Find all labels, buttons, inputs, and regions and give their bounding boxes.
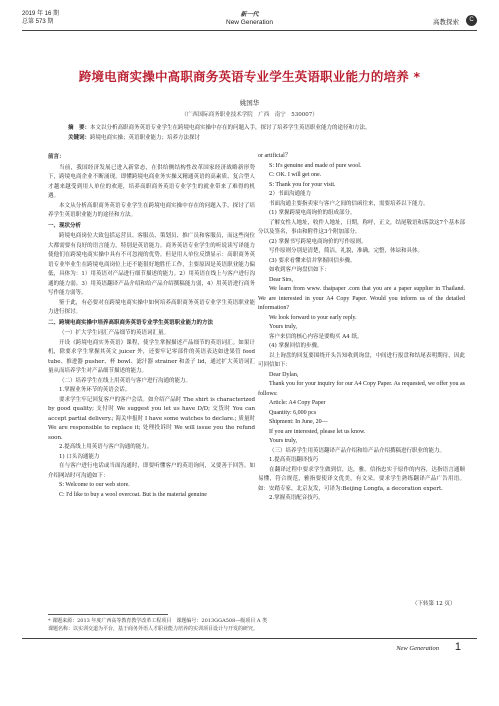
dialogue-line: or artificial？ [258,153,291,159]
letter-line: If you are interested, please let us know. [269,428,366,435]
footnote-line: 课题名称：以实训交道为平台，基于商务外语人才职业能力培养的实训项目设计与开发的研究。 [48,626,259,632]
keywords [68,134,438,143]
paragraph: 1.提高英语翻译技巧 [269,457,319,463]
subsection-heading: （二）培养学生在线上用英语与客户进行沟通的能力。 [59,377,192,384]
keywords-label: 关键词： [68,135,91,141]
subsection-heading: （一）扩大学生词汇产品细节的英语词汇量。 [59,330,170,336]
paragraph: 开设《跨境电商实务英语》课程，使学生掌握描述产品细节的英语词汇。如果计机，除要求学生掌握其英文 juicer 外，还要牢记零部件的英语表达如进果管 feed tube、推进器 pusher、杯 bowl、滤汁器 strainer 和盖子 lid，通过扩大英语词汇量从而培养学生对产品细节描述的能力。 [48,339,255,374]
section-heading: 二、跨境电商实操中培养高职商务英语专业学生英语职业能力的方法 [48,319,214,326]
paragraph: (2) 掌握书写跨境电商询价的写作原则。 [269,238,367,245]
abstract [68,124,438,133]
paragraph: 本文从分析高职商务英语专业学生在跨境电商实操中存在的问题入手，探讨了培养学生英语职业能力的途径和方法。 [48,202,255,218]
right-column [258,152,465,504]
dialogue-line: S: Thank you for your visit. [269,181,336,188]
letter-line: Dear Sirs, [269,276,293,283]
section-name: 高教探索 [433,19,459,26]
paragraph: 跨境电商岗位大致包括运营员、客服员、策划员、推广员和客服员，而这些岗位大都需要有良好的语言能力，特别是英语能力。商务英语专业学生的听说读写译能力使他们在跨境电商实操中具有不可忽视的优势。但是用人单位反馈显示：高职商务英语专业毕业生在跨境电商岗位上还不能很好地胜任工作，主要原因是英语职业能力偏低，具体为：1）用英语对产品进行细节描述的能力。2）用英语在线上与客户进行沟通的能力弱。3）用英语翻译产品介绍和给产品介绍撰稿能力弱，4）用英语进行商务写作能力弱等。 [48,233,255,296]
letter-line: We learn from www. thaipaper .com that you are a paper supplier in Thailand. We are interested in your A4 Copy Paper. Would you inform us of the detailed information? [258,286,465,311]
letter-line: We look forward to your early reply. [269,314,357,321]
letter-line: Quantity: 6,000 pcs [269,409,317,416]
letter-line: Yours truly, [269,324,298,330]
journal-name-en: New Generation [226,19,273,26]
paragraph: 在翻译过程中要求学生做到信，达，雅。信指忠实于原作的内容，达指语言通顺易懂，符合规范，雅指要使译文优美，有文采。要求学生熟练翻译产品广告用语。如：安踏专家，北京友发，可译为:Beijing Longfa, a decoration expert. [258,466,465,492]
paragraph: (4) 掌握回信的步骤。 [269,343,323,349]
paragraph: 了解女性人地址，收件人地址，日期，称呼，正文，结尾敬语和落款这7个基本部分以及签名，事由和附件这3个附加部分。 [258,219,466,235]
continued-note: （下转第 12 页） [412,601,456,607]
letter-line: Yours truly, [269,438,298,444]
dialogue-line: C: I'd like to buy a wool overcoat. But is the material genuine [59,491,207,498]
header-divider [22,30,477,31]
footer-journal-name: New Generation [396,645,439,652]
subsection-heading: （三）培养学生用英语翻译产品介绍和给产品介绍撰稿进行职业的能力。 [269,447,446,454]
paragraph: 客户来信的核心内容是要购买 A4 纸。 [269,333,363,340]
keywords-text: 跨境电商实操；英语职业能力；培养方法探讨 [90,135,201,141]
page-number: 1 [454,641,461,653]
journal-name-cn: 新一代 [240,12,259,18]
section-heading: 一、现状分析 [48,222,82,229]
issue-number: 2019 年 16 期 [22,11,60,17]
paragraph: (3) 要求看懂来信并掌握回信步骤。 [269,257,356,264]
letter-line: Dear Dylan, [269,371,299,378]
dialogue-line: C: OK. I will get one. [269,172,322,178]
dialogue-line: S: Welcome to our web store. [59,482,130,488]
footnote-divider [48,614,168,615]
author-affiliation: （广西国际商务职业技术学院 广西 南宁 530007） [181,112,318,118]
paragraph: 鉴于此，有必要对在跨境电商实操中如何培养高职商务英语专业学生英语职业能力进行探讨。 [48,299,255,315]
footnote-line: * 课题来源：2013 年度广西高等教育教学改革工程项目 课题编号：2013GGA508—级项目 A 类 [48,618,268,624]
paragraph: 2.掌握英语配音技巧。 [269,495,324,501]
article-title: 跨境电商实操中高职商务英语专业学生英语职业能力的培养 * [78,69,421,84]
left-column [48,152,255,500]
paragraph: 2.提高线上用英语与客户沟通的能力。 [59,444,153,450]
paragraph: 要求学生牢记回复客户的客户会话。如介绍产品时 The shirt is characterized by good quality; 支付时 We suggest you let us have D/D; 交货时 You can accept partial delivery.; 海关申报时 I have some watches to declare.; 质量时 We are responsible to replace it; 处理投诉时 We will issue you the refund soon. [48,396,255,441]
letter-line: Shipment: In June, 20— [269,419,328,425]
paragraph: 1.掌握业务环节的英语会话。 [59,387,131,393]
paragraph: (1) 掌握跨境电商询价的组成部分。 [269,210,356,216]
dialogue-line: S: It's genuine and made of pure wool. [269,162,362,169]
total-issue-number: 总第 573 期 [22,19,54,25]
paragraph: 书面沟通主要指卖家与客户之间的信函往来，需要培养以下能力。 [269,200,429,207]
section-badge-icon: C [466,15,477,26]
preface-heading: 前言： [48,154,65,160]
paragraph: 2）书面沟通能力 [269,191,311,197]
letter-line: Article: A4 Copy Paper [269,400,326,406]
footnote [48,617,468,633]
abstract-label: 摘 要： [68,125,91,131]
paragraph: 当前，我国经济发展已进入新常态，在供给侧结构性改革国家经济战略新形势下，跨境电商企业不断涌现，即懂跨境电商业务实操又精通英语的高素质、复合型人才越来越受到用人单位的欢迎，培养高职商务英语专业学生的就业带来了难得的机遇。 [48,164,255,199]
footer-divider [22,638,477,639]
paragraph: 1) 口头沟通能力 [59,453,100,460]
paragraph: 写作原则分别是清楚，简洁，礼貌，准确，完整，体谅和具体。 [269,248,424,254]
letter-line: Thank you for your inquiry for our A4 Copy Paper. As requested, we offer you as follows: [258,381,465,397]
abstract-text: 本文以分析高职商务英语专业学生在跨境电商实操中存在的问题入手，探讨了培养学生英语职业能力的途径和方法。 [90,125,371,131]
journal-masthead [0,9,499,26]
paragraph: 以上询盘的回复要围绕开头告知收到询盘，中间进行报盘和结尾表明期待，因此可回信如下： [258,352,465,368]
article-author: 姚国华 [239,99,260,107]
paragraph: 如收到客户询盘信如下： [269,267,330,273]
paragraph: 在与客户进行电话或当面沟通时，即要听懂客户的英语询问，又要善于回答。如介绍网站时可沟通如下： [48,463,255,479]
